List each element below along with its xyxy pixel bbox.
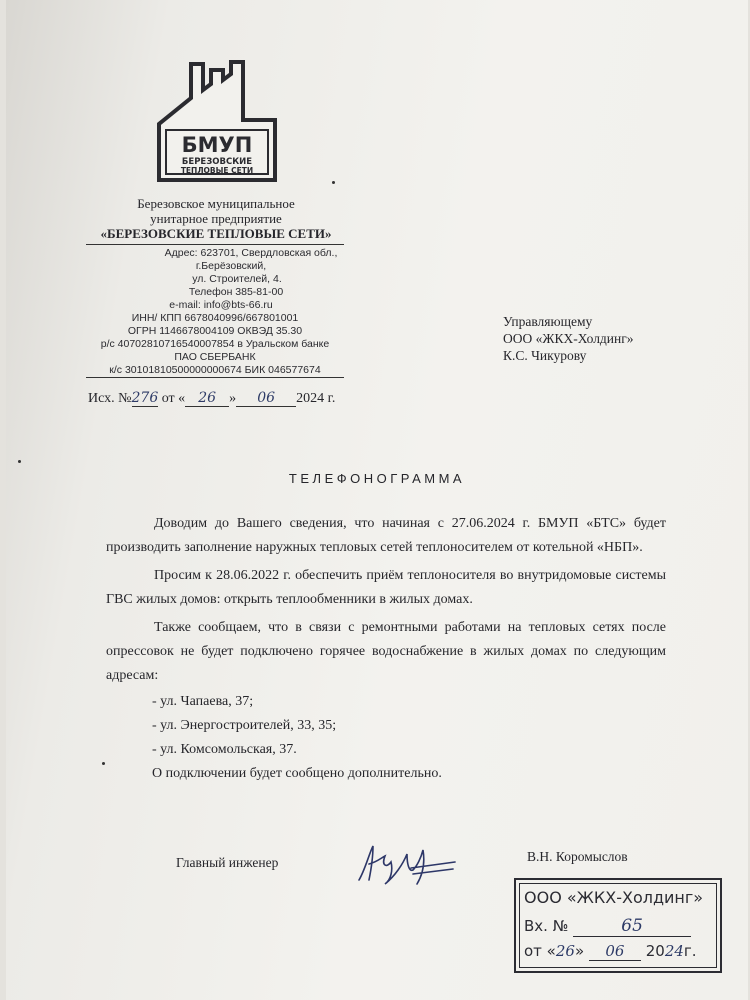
signer-position: Главный инженер [176,855,279,870]
stamp-month: 06 [589,942,641,961]
org-name-line3: «БЕРЕЗОВСКИЕ ТЕПЛОВЫЕ СЕТИ» [100,226,332,241]
account-line: р/с 40702810716540007854 в Уральском банке [100,338,330,350]
bank-line: ПАО СБЕРБАНК [174,351,256,363]
body-paragraph-3: Также сообщаем, что в связи с ремонтными работами на тепловых сетях после опрессовок не будет подключено горячее водоснабжение в жилых домах по следующим адресам: [106,620,666,683]
address-line-1: Адрес: 623701, Свердловская обл., [164,247,338,259]
stamp-year-hw: 24 [664,942,684,960]
stamp-in-no-label: Вх. № [524,917,569,935]
address-item-3: - ул. Комсомольская, 37. [152,742,297,757]
incoming-stamp [514,878,722,973]
outgoing-day: 26 [185,390,229,407]
recipient-block [503,313,634,364]
header-rule-bottom [86,377,344,378]
paper-speck [18,460,21,463]
document-body [106,512,666,786]
body-paragraph-4: О подключении будет сообщено дополнительно. [152,766,442,781]
logo-line1: БЕРЕЗОВСКИЕ [181,157,253,167]
org-name-line2: унитарное предприятие [150,211,282,226]
email-line: e-mail: info@bts-66.ru [169,299,273,311]
org-name [86,196,346,241]
paper-speck [102,762,105,765]
outgoing-year: 2024 г. [296,391,336,406]
outgoing-from: от « [161,391,186,406]
document-title: ТЕЛЕФОНОГРАММА [288,471,466,486]
recipient-line2: ООО «ЖКХ-Холдинг» [503,331,634,346]
handwritten-signature [351,840,461,888]
document-page [6,0,748,1000]
signer-name: В.Н. Коромыслов [527,849,628,864]
address-line-2: г.Берёзовский, [195,260,267,272]
stamp-in-no-value: 65 [573,916,691,937]
stamp-date [524,942,697,961]
body-paragraph-2: Просим к 28.06.2022 г. обеспечить приём теплоносителя во внутридомовые системы ГВС жилых домов: открыть теплообменники в жилых домах. [106,568,666,607]
phone-line: Телефон 385-81-00 [188,286,284,298]
body-paragraph-1: Доводим до Вашего сведения, что начиная с 27.06.2024 г. БМУП «БТС» будет производить заполнение наружных тепловых сетей теплоносителем от котельной «НБП». [106,516,666,555]
bmup-logo [151,60,281,185]
recipient-line3: К.С. Чикурову [503,348,587,363]
stamp-in-number [524,916,691,937]
header-rule-top [86,244,344,245]
address-item-2: - ул. Энергостроителей, 33, 35; [152,718,337,733]
outgoing-month: 06 [236,390,296,407]
stamp-year-suffix: г. [683,942,697,960]
inn-kpp-line: ИНН/ КПП 6678040996/667801001 [131,312,299,324]
recipient-line1: Управляющему [503,314,593,329]
outgoing-number-value: 276 [131,390,159,406]
logo-line2: ТЕПЛОВЫЕ СЕТИ [180,166,254,175]
org-name-line1: Березовское муниципальное [137,196,295,211]
stamp-date-mid: » [574,942,585,960]
outgoing-number [88,390,335,407]
ogrn-line: ОГРН 1146678004109 ОКВЭД 35.30 [127,325,303,337]
logo-abbr: БМУП [181,133,253,157]
stamp-year-prefix: 20 [645,942,665,960]
corr-account-line: к/с 30101810500000000674 БИК 046577674 [109,364,321,376]
stamp-date-from: от « [524,942,556,960]
address-line-3: ул. Строителей, 4. [192,273,282,285]
outgoing-prefix: Исх. № [88,391,132,406]
paper-speck [332,181,335,184]
outgoing-mid: » [229,391,237,406]
stamp-org: ООО «ЖКХ-Холдинг» [524,888,704,907]
address-item-1: - ул. Чапаева, 37; [152,694,254,709]
stamp-day: 26 [555,942,575,960]
